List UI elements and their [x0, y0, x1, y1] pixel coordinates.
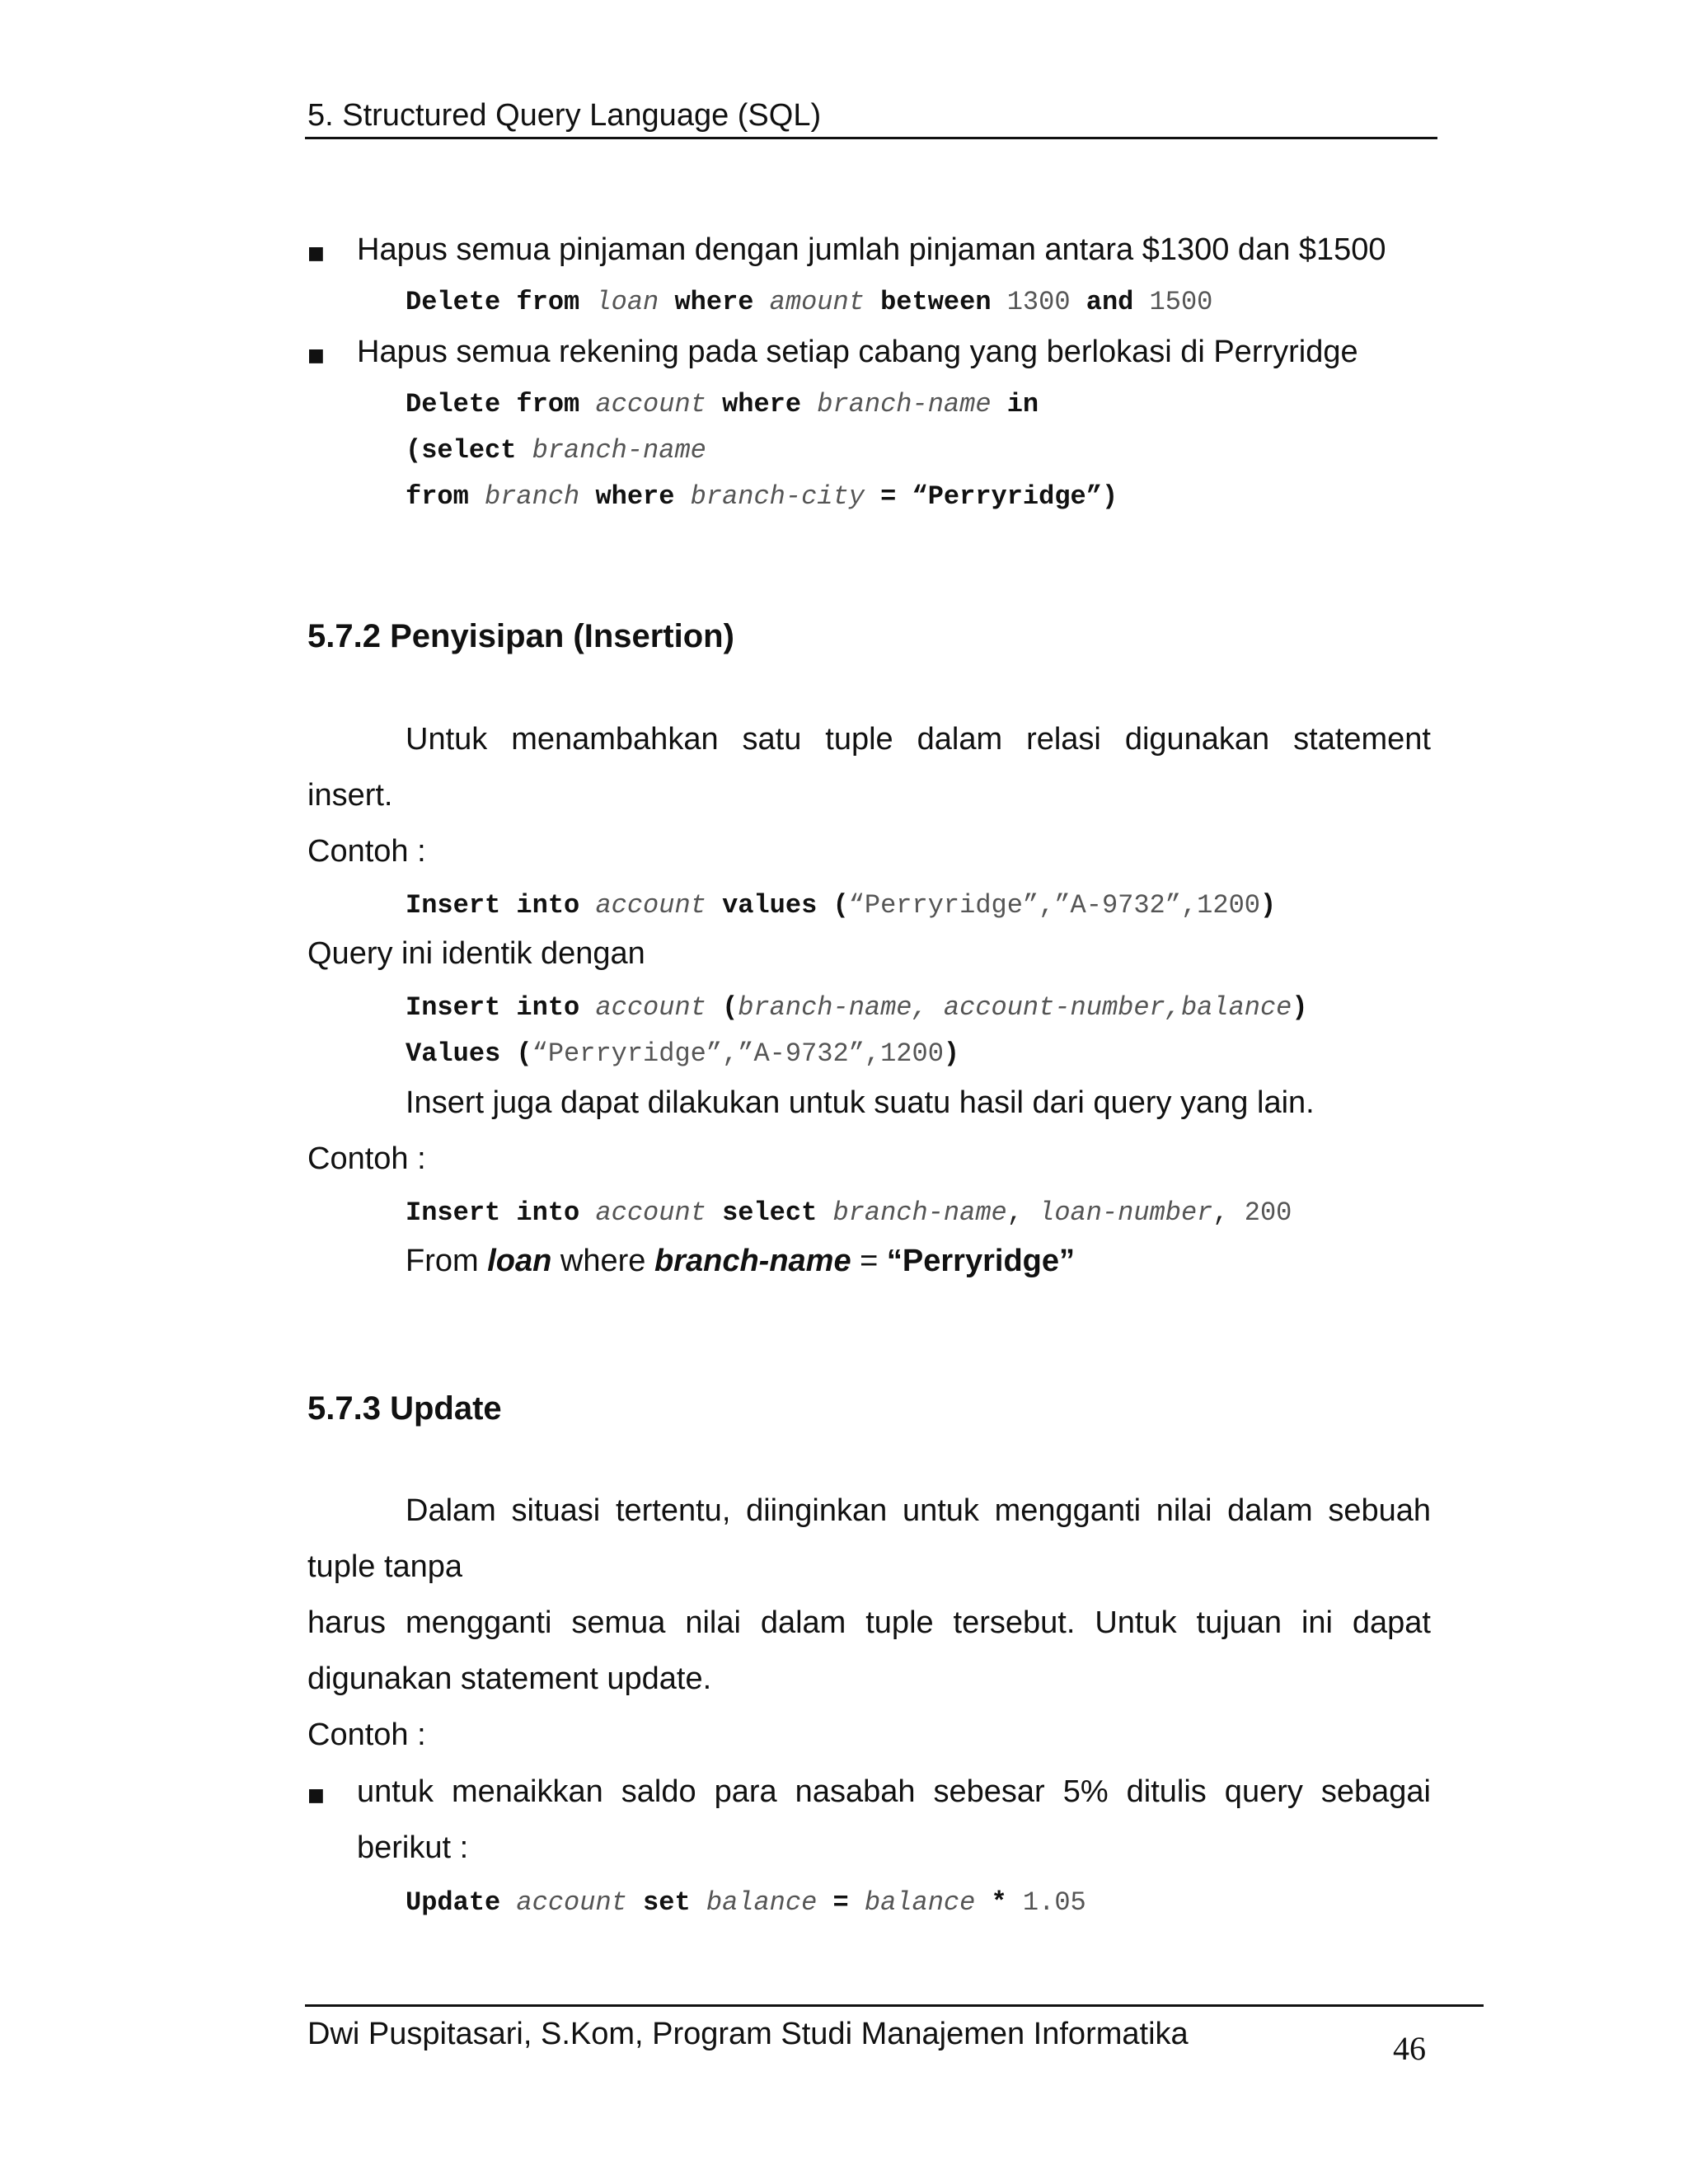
sql-identifier: balance	[706, 1887, 818, 1918]
sql-paren: )	[943, 1038, 960, 1069]
perryridge-word: “Perryridge”	[886, 1244, 1075, 1278]
sql-keyword: where	[595, 481, 675, 512]
bullet-icon: ■	[307, 1785, 325, 1806]
delete-bullet-2: Hapus semua rekening pada setiap cabang yang berlokasi di Perryridge	[357, 335, 1358, 369]
sql-operator: *	[991, 1887, 1007, 1918]
sql-identifier: balance	[864, 1887, 976, 1918]
sql-delete-account-line2	[406, 435, 706, 466]
sql-values-line	[406, 1038, 959, 1070]
sql-keyword: where	[722, 389, 802, 419]
sql-comma: ,	[1212, 1197, 1229, 1228]
footer-rule	[305, 2004, 1484, 2007]
loan-word: loan	[487, 1244, 552, 1278]
sql-update	[406, 1887, 1086, 1919]
sql-keyword: between	[880, 287, 992, 317]
sql-keyword: into	[516, 992, 580, 1023]
where-word: where	[551, 1244, 654, 1278]
sql-paren: (	[722, 992, 738, 1023]
section-heading-insertion: 5.7.2 Penyisipan (Insertion)	[307, 618, 734, 654]
update-bullet-line1: untuk menaikkan saldo para nasabah sebesar 5% ditulis query sebagai	[357, 1774, 1431, 1809]
bullet-icon: ■	[307, 345, 325, 366]
header-rule	[305, 137, 1437, 139]
sql-identifier: amount	[769, 287, 865, 317]
update-paragraph-line4: digunakan statement update.	[307, 1661, 712, 1696]
sql-identifier: account	[516, 1887, 627, 1918]
sql-identifier: account	[595, 890, 706, 921]
delete-bullet-1: Hapus semua pinjaman dengan jumlah pinjaman antara $1300 dan $1500	[357, 232, 1386, 267]
sql-paren: (	[832, 890, 849, 921]
sql-literal: “Perryridge”,”A-9732”,1200	[532, 1038, 944, 1069]
sql-identifier: branch-name, account-number,balance	[738, 992, 1292, 1023]
from-loan-line	[406, 1243, 1075, 1281]
sql-keyword: where	[674, 287, 754, 317]
contoh-label: Contoh :	[307, 1718, 426, 1752]
sql-literal: “Perryridge”)	[912, 481, 1118, 512]
sql-paren: )	[1259, 890, 1277, 921]
sql-operator: =	[832, 1887, 849, 1918]
sql-delete-loan	[406, 287, 1212, 318]
insertion-paragraph-line2: insert.	[307, 778, 393, 813]
from-word: From	[406, 1244, 488, 1278]
sql-identifier: branch-city	[690, 481, 865, 512]
sql-keyword: Values	[406, 1038, 501, 1069]
identik-text: Query ini identik dengan	[307, 936, 645, 971]
sql-insert-values	[406, 890, 1276, 921]
sql-keyword: values	[722, 890, 818, 921]
sql-literal: 200	[1244, 1197, 1292, 1228]
update-paragraph-line3: harus mengganti semua nilai dalam tuple tersebut. Untuk tujuan ini dapat	[307, 1605, 1431, 1640]
sql-delete-account-line3	[406, 481, 1118, 513]
sql-keyword: Insert	[406, 992, 501, 1023]
sql-keyword: from	[406, 481, 469, 512]
sql-keyword: set	[643, 1887, 691, 1918]
sql-insert-select	[406, 1197, 1292, 1229]
sql-identifier: loan-number	[1039, 1197, 1213, 1228]
sql-identifier: loan	[595, 287, 659, 317]
sql-keyword: Insert	[406, 890, 501, 921]
sql-keyword: select	[722, 1197, 818, 1228]
running-header: 5. Structured Query Language (SQL)	[307, 98, 822, 133]
sql-literal: 1500	[1149, 287, 1213, 317]
sql-keyword: in	[1006, 389, 1039, 419]
sql-literal: “Perryridge”,”A-9732”,1200	[848, 890, 1260, 921]
branch-name-word: branch-name	[654, 1244, 851, 1278]
sql-identifier: branch-name	[817, 389, 992, 419]
section-heading-update: 5.7.3 Update	[307, 1390, 502, 1427]
sql-keyword: from	[516, 389, 580, 419]
sql-paren: )	[1292, 992, 1308, 1023]
sql-keyword: (select	[406, 435, 517, 466]
update-paragraph-line1: Dalam situasi tertentu, diinginkan untuk mengganti nilai dalam sebuah	[406, 1493, 1431, 1528]
update-paragraph-line2: tuple tanpa	[307, 1549, 463, 1584]
sql-comma: ,	[1006, 1197, 1023, 1228]
sql-keyword: Insert	[406, 1197, 501, 1228]
eq-word: =	[851, 1244, 887, 1278]
sql-keyword: Delete	[406, 389, 501, 419]
sql-paren: (	[516, 1038, 532, 1069]
sql-literal: 1.05	[1022, 1887, 1086, 1918]
bullet-icon: ■	[307, 243, 325, 264]
sql-keyword: Delete	[406, 287, 501, 317]
sql-delete-account-line1	[406, 389, 1039, 420]
sql-identifier: account	[595, 992, 706, 1023]
sql-identifier: branch	[485, 481, 580, 512]
page-number: 46	[1393, 2030, 1426, 2067]
insert-juga-text: Insert juga dapat dilakukan untuk suatu hasil dari query yang lain.	[406, 1085, 1315, 1120]
update-bullet-line2: berikut :	[357, 1830, 469, 1865]
sql-identifier: branch-name	[532, 435, 706, 466]
contoh-label: Contoh :	[307, 834, 426, 869]
sql-keyword: from	[516, 287, 580, 317]
insertion-paragraph-line1: Untuk menambahkan satu tuple dalam relasi digunakan statement	[406, 722, 1431, 757]
sql-insert-columns	[406, 992, 1308, 1024]
sql-keyword: and	[1085, 287, 1134, 317]
sql-keyword: into	[516, 890, 580, 921]
footer-author: Dwi Puspitasari, S.Kom, Program Studi Manajemen Informatika	[307, 2017, 1189, 2051]
sql-keyword: Update	[406, 1887, 501, 1918]
sql-operator: =	[880, 481, 897, 512]
sql-identifier: account	[595, 389, 706, 419]
contoh-label: Contoh :	[307, 1141, 426, 1176]
sql-identifier: branch-name	[832, 1197, 1007, 1228]
sql-keyword: into	[516, 1197, 580, 1228]
sql-identifier: account	[595, 1197, 706, 1228]
sql-literal: 1300	[1006, 287, 1071, 317]
